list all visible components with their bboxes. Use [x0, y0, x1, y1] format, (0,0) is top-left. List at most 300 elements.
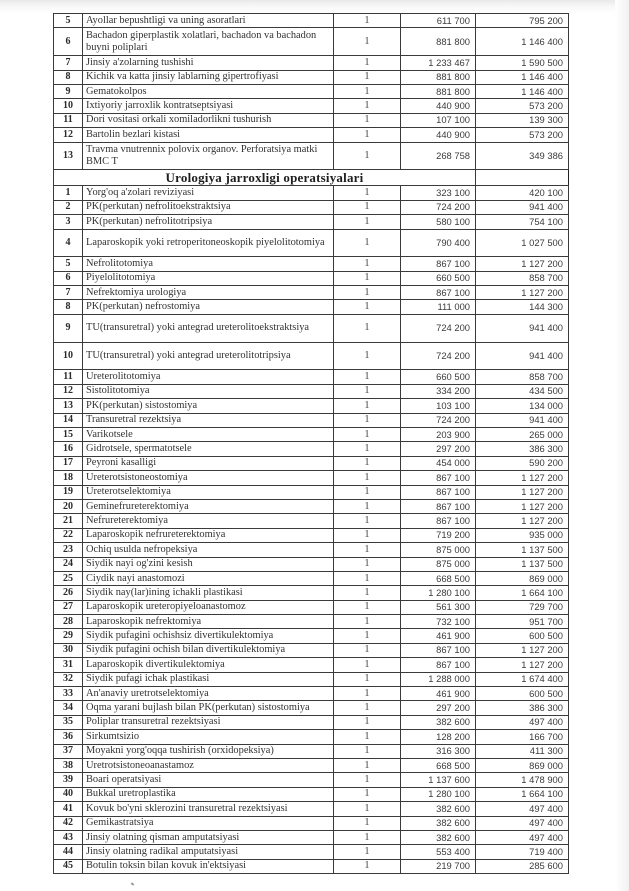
- price-base: 461 900: [401, 687, 476, 701]
- price-total: 573 200: [476, 99, 569, 113]
- procedure-name: Siydik pufagini ochishsiz divertikulektomiya: [83, 629, 334, 643]
- quantity: 1: [334, 687, 401, 701]
- price-base: 128 200: [401, 730, 476, 744]
- procedure-name: TU(transuretral) yoki antegrad ureterolitoekstraktsiya: [83, 314, 334, 342]
- row-number: 45: [54, 859, 83, 873]
- price-total: 1 146 400: [476, 70, 569, 84]
- procedure-name: Ureterolitotomiya: [83, 370, 334, 384]
- price-base: 867 100: [401, 514, 476, 528]
- price-total: 1 664 100: [476, 586, 569, 600]
- table-row: [54, 300, 569, 314]
- table-row: [54, 571, 569, 585]
- price-base: 875 000: [401, 543, 476, 557]
- row-number: 28: [54, 615, 83, 629]
- table-row: [54, 744, 569, 758]
- table-row: [54, 600, 569, 614]
- row-number: 9: [54, 84, 83, 98]
- procedure-name: Gemikastratsiya: [83, 816, 334, 830]
- table-row: [54, 56, 569, 70]
- section-header-row: [54, 170, 569, 186]
- price-total: 1 590 500: [476, 56, 569, 70]
- procedure-name: Laparoskopik nefrektomiya: [83, 615, 334, 629]
- procedure-name: Nefrureterektomiya: [83, 514, 334, 528]
- price-base: 867 100: [401, 471, 476, 485]
- price-base: 219 700: [401, 859, 476, 873]
- quantity: 1: [334, 200, 401, 214]
- procedure-name: Poliplar transuretral rezektsiyasi: [83, 715, 334, 729]
- price-total: 497 400: [476, 715, 569, 729]
- table-row: [54, 186, 569, 200]
- price-base: 316 300: [401, 744, 476, 758]
- urology-section-header: [54, 170, 569, 186]
- quantity: 1: [334, 456, 401, 470]
- row-number: 15: [54, 428, 83, 442]
- table-row: [54, 672, 569, 686]
- price-total: 1 127 200: [476, 643, 569, 657]
- price-total: 134 000: [476, 399, 569, 413]
- price-base: 203 900: [401, 428, 476, 442]
- table-row: [54, 428, 569, 442]
- row-number: 7: [54, 286, 83, 300]
- table-row: [54, 859, 569, 873]
- quantity: 1: [334, 84, 401, 98]
- row-number: 14: [54, 413, 83, 427]
- urology-section-rows: [54, 186, 569, 874]
- procedure-name: Ochiq usulda nefropeksiya: [83, 543, 334, 557]
- price-base: 867 100: [401, 257, 476, 271]
- price-total: 1 146 400: [476, 28, 569, 56]
- table-row: [54, 701, 569, 715]
- row-number: 36: [54, 730, 83, 744]
- price-total: 1 137 500: [476, 543, 569, 557]
- price-total: 941 400: [476, 413, 569, 427]
- price-base: 1 137 600: [401, 773, 476, 787]
- price-total: 1 127 200: [476, 514, 569, 528]
- price-total: 1 127 200: [476, 471, 569, 485]
- procedure-name: Nefrolitotomiya: [83, 257, 334, 271]
- quantity: 1: [334, 759, 401, 773]
- row-number: 39: [54, 773, 83, 787]
- table-row: [54, 528, 569, 542]
- row-number: 41: [54, 802, 83, 816]
- table-row: [54, 557, 569, 571]
- row-number: 13: [54, 142, 83, 170]
- procedure-name: Boari operatsiyasi: [83, 773, 334, 787]
- price-total: 795 200: [476, 14, 569, 28]
- quantity: 1: [334, 428, 401, 442]
- procedure-name: PK(perkutan) sistostomiya: [83, 399, 334, 413]
- price-total: 941 400: [476, 200, 569, 214]
- quantity: 1: [334, 300, 401, 314]
- section-header-empty-cell: [476, 170, 569, 186]
- table-row: [54, 845, 569, 859]
- price-total: 497 400: [476, 816, 569, 830]
- table-row: [54, 257, 569, 271]
- price-base: 1 288 000: [401, 672, 476, 686]
- price-total: 941 400: [476, 314, 569, 342]
- scan-page-edge: [615, 0, 629, 891]
- row-number: 24: [54, 557, 83, 571]
- table-row: [54, 271, 569, 285]
- quantity: 1: [334, 615, 401, 629]
- price-base: 867 100: [401, 286, 476, 300]
- row-number: 27: [54, 600, 83, 614]
- procedure-name: Siydik nay(lar)ining ichakli plastikasi: [83, 586, 334, 600]
- price-total: 590 200: [476, 456, 569, 470]
- quantity: 1: [334, 128, 401, 142]
- price-total: 166 700: [476, 730, 569, 744]
- procedure-name: Piyelolitotomiya: [83, 271, 334, 285]
- procedure-name: Laparoskopik ureteropiyeloanastomoz: [83, 600, 334, 614]
- row-number: 6: [54, 28, 83, 56]
- price-table: [53, 13, 569, 874]
- table-row: [54, 14, 569, 28]
- procedure-name: Bartolin bezlari kistasi: [83, 128, 334, 142]
- row-number: 19: [54, 485, 83, 499]
- table-row: [54, 773, 569, 787]
- price-base: 732 100: [401, 615, 476, 629]
- procedure-name: Ayollar bepushtligi va uning asoratlari: [83, 14, 334, 28]
- procedure-name: Sistolitotomiya: [83, 384, 334, 398]
- price-total: 869 000: [476, 759, 569, 773]
- row-number: 5: [54, 257, 83, 271]
- quantity: 1: [334, 257, 401, 271]
- price-total: 951 700: [476, 615, 569, 629]
- table-row: [54, 658, 569, 672]
- row-number: 40: [54, 787, 83, 801]
- procedure-name: Dori vositasi orkali xomiladorlikni tushurish: [83, 113, 334, 127]
- price-base: 611 700: [401, 14, 476, 28]
- table-row: [54, 586, 569, 600]
- procedure-name: Botulin toksin bilan kovuk in'ektsiyasi: [83, 859, 334, 873]
- procedure-name: Transuretral rezektsiya: [83, 413, 334, 427]
- procedure-name: Yorg'oq a'zolari reviziyasi: [83, 186, 334, 200]
- table-row: [54, 830, 569, 844]
- procedure-name: Siydik pufagini ochish bilan divertikulektomiya: [83, 643, 334, 657]
- price-base: 881 800: [401, 84, 476, 98]
- table-row: [54, 715, 569, 729]
- table-row: [54, 442, 569, 456]
- table-row: [54, 543, 569, 557]
- row-number: 42: [54, 816, 83, 830]
- quantity: 1: [334, 586, 401, 600]
- price-base: 382 600: [401, 830, 476, 844]
- price-total: 1 127 200: [476, 658, 569, 672]
- price-base: 323 100: [401, 186, 476, 200]
- row-number: 29: [54, 629, 83, 643]
- table-row: [54, 615, 569, 629]
- price-total: 386 300: [476, 701, 569, 715]
- price-base: 382 600: [401, 715, 476, 729]
- quantity: 1: [334, 286, 401, 300]
- quantity: 1: [334, 514, 401, 528]
- row-number: 10: [54, 342, 83, 370]
- table-row: [54, 643, 569, 657]
- row-number: 8: [54, 70, 83, 84]
- row-number: 5: [54, 14, 83, 28]
- price-base: 553 400: [401, 845, 476, 859]
- table-row: [54, 142, 569, 170]
- row-number: 44: [54, 845, 83, 859]
- quantity: 1: [334, 643, 401, 657]
- price-base: 1 280 100: [401, 586, 476, 600]
- quantity: 1: [334, 543, 401, 557]
- table-row: [54, 314, 569, 342]
- procedure-name: Gematokolpos: [83, 84, 334, 98]
- procedure-name: Gidrotsele, spermatotsele: [83, 442, 334, 456]
- table-row: [54, 802, 569, 816]
- quantity: 1: [334, 370, 401, 384]
- procedure-name: Oqma yarani bujlash bilan PK(perkutan) sistostomiya: [83, 701, 334, 715]
- price-base: 297 200: [401, 442, 476, 456]
- price-total: 719 400: [476, 845, 569, 859]
- quantity: 1: [334, 99, 401, 113]
- procedure-name: Kovuk bo'yni sklerozini transuretral rezektsiyasi: [83, 802, 334, 816]
- row-number: 9: [54, 314, 83, 342]
- price-total: 497 400: [476, 802, 569, 816]
- procedure-name: PK(perkutan) nefrostomiya: [83, 300, 334, 314]
- price-total: 754 100: [476, 215, 569, 229]
- row-number: 26: [54, 586, 83, 600]
- table-row: [54, 200, 569, 214]
- row-number: 32: [54, 672, 83, 686]
- price-total: 1 674 400: [476, 672, 569, 686]
- quantity: 1: [334, 314, 401, 342]
- price-total: 1 127 200: [476, 286, 569, 300]
- price-base: 382 600: [401, 816, 476, 830]
- quantity: 1: [334, 186, 401, 200]
- price-base: 268 758: [401, 142, 476, 170]
- price-base: 297 200: [401, 701, 476, 715]
- procedure-name: Varikotsele: [83, 428, 334, 442]
- row-number: 33: [54, 687, 83, 701]
- price-total: 1 127 200: [476, 499, 569, 513]
- price-base: 580 100: [401, 215, 476, 229]
- quantity: 1: [334, 715, 401, 729]
- row-number: 10: [54, 99, 83, 113]
- quantity: 1: [334, 271, 401, 285]
- row-number: 1: [54, 186, 83, 200]
- price-total: 1 664 100: [476, 787, 569, 801]
- price-total: 941 400: [476, 342, 569, 370]
- procedure-name: Siydik pufagi ichak plastikasi: [83, 672, 334, 686]
- row-number: 11: [54, 370, 83, 384]
- price-base: 867 100: [401, 499, 476, 513]
- price-total: 434 500: [476, 384, 569, 398]
- table-row: [54, 215, 569, 229]
- row-number: 22: [54, 528, 83, 542]
- row-number: 2: [54, 200, 83, 214]
- table-row: [54, 816, 569, 830]
- table-row: [54, 456, 569, 470]
- row-number: 20: [54, 499, 83, 513]
- procedure-name: An'anaviy uretrotselektomiya: [83, 687, 334, 701]
- price-total: 600 500: [476, 687, 569, 701]
- row-number: 8: [54, 300, 83, 314]
- quantity: 1: [334, 442, 401, 456]
- row-number: 3: [54, 215, 83, 229]
- price-total: 139 300: [476, 113, 569, 127]
- row-number: 17: [54, 456, 83, 470]
- price-total: 386 300: [476, 442, 569, 456]
- quantity: 1: [334, 787, 401, 801]
- price-total: 1 127 200: [476, 485, 569, 499]
- row-number: 31: [54, 658, 83, 672]
- price-total: 265 000: [476, 428, 569, 442]
- price-base: 660 500: [401, 370, 476, 384]
- quantity: 1: [334, 113, 401, 127]
- quantity: 1: [334, 730, 401, 744]
- quantity: 1: [334, 571, 401, 585]
- quantity: 1: [334, 342, 401, 370]
- quantity: 1: [334, 744, 401, 758]
- quantity: 1: [334, 557, 401, 571]
- price-base: 561 300: [401, 600, 476, 614]
- price-total: 411 300: [476, 744, 569, 758]
- price-total: 285 600: [476, 859, 569, 873]
- price-total: 420 100: [476, 186, 569, 200]
- table-row: [54, 70, 569, 84]
- quantity: 1: [334, 28, 401, 56]
- price-base: 875 000: [401, 557, 476, 571]
- quantity: 1: [334, 802, 401, 816]
- quantity: 1: [334, 499, 401, 513]
- procedure-name: Laparoskopik nefrureterektomiya: [83, 528, 334, 542]
- procedure-name: PK(perkutan) nefrolitotripsiya: [83, 215, 334, 229]
- quantity: 1: [334, 773, 401, 787]
- price-base: 454 000: [401, 456, 476, 470]
- procedure-name: TU(transuretral) yoki antegrad ureterolitotripsiya: [83, 342, 334, 370]
- procedure-name: PK(perkutan) nefrolitoekstraktsiya: [83, 200, 334, 214]
- row-number: 25: [54, 571, 83, 585]
- quantity: 1: [334, 859, 401, 873]
- price-total: 573 200: [476, 128, 569, 142]
- quantity: 1: [334, 701, 401, 715]
- quantity: 1: [334, 845, 401, 859]
- price-base: 111 000: [401, 300, 476, 314]
- procedure-name: Moyakni yorg'oqqa tushirish (orxidopeksiya): [83, 744, 334, 758]
- row-number: 7: [54, 56, 83, 70]
- table-row: [54, 128, 569, 142]
- price-base: 1 233 467: [401, 56, 476, 70]
- row-number: 13: [54, 399, 83, 413]
- table-row: [54, 286, 569, 300]
- price-base: 867 100: [401, 485, 476, 499]
- procedure-name: Siydik nayi og'zini kesish: [83, 557, 334, 571]
- table-row: [54, 99, 569, 113]
- price-base: 461 900: [401, 629, 476, 643]
- quantity: 1: [334, 600, 401, 614]
- row-number: 23: [54, 543, 83, 557]
- quantity: 1: [334, 56, 401, 70]
- section-title: Urologiya jarroxligi operatsiyalari: [54, 170, 476, 186]
- price-total: 600 500: [476, 629, 569, 643]
- price-base: 334 200: [401, 384, 476, 398]
- price-base: 724 200: [401, 200, 476, 214]
- price-base: 382 600: [401, 802, 476, 816]
- procedure-name: Sirkumtsizio: [83, 730, 334, 744]
- table-row: [54, 787, 569, 801]
- quantity: 1: [334, 528, 401, 542]
- table-row: [54, 399, 569, 413]
- row-number: 16: [54, 442, 83, 456]
- row-number: 6: [54, 271, 83, 285]
- quantity: 1: [334, 816, 401, 830]
- price-base: 790 400: [401, 229, 476, 257]
- price-base: 724 200: [401, 342, 476, 370]
- quantity: 1: [334, 629, 401, 643]
- table-row: [54, 113, 569, 127]
- row-number: 4: [54, 229, 83, 257]
- procedure-name: Geminefrureterektomiya: [83, 499, 334, 513]
- quantity: 1: [334, 399, 401, 413]
- price-base: 107 100: [401, 113, 476, 127]
- procedure-name: Travma vnutrennix polovix organov. Perforatsiya matki BMC T: [83, 142, 334, 170]
- price-total: 144 300: [476, 300, 569, 314]
- table-row: [54, 759, 569, 773]
- gynecology-section-rows: [54, 14, 569, 170]
- row-number: 35: [54, 715, 83, 729]
- quantity: 1: [334, 658, 401, 672]
- price-total: 497 400: [476, 830, 569, 844]
- quantity: 1: [334, 672, 401, 686]
- scan-speck: [131, 882, 135, 885]
- price-total: 1 137 500: [476, 557, 569, 571]
- price-total: 1 127 200: [476, 257, 569, 271]
- procedure-name: Jinsiy olatning qisman amputatsiyasi: [83, 830, 334, 844]
- price-base: 668 500: [401, 759, 476, 773]
- row-number: 38: [54, 759, 83, 773]
- price-base: 867 100: [401, 643, 476, 657]
- price-base: 724 200: [401, 413, 476, 427]
- row-number: 34: [54, 701, 83, 715]
- table-row: [54, 229, 569, 257]
- price-total: 1 027 500: [476, 229, 569, 257]
- procedure-name: Bukkal uretroplastika: [83, 787, 334, 801]
- row-number: 11: [54, 113, 83, 127]
- quantity: 1: [334, 70, 401, 84]
- table-row: [54, 28, 569, 56]
- procedure-name: Nefrektomiya urologiya: [83, 286, 334, 300]
- quantity: 1: [334, 471, 401, 485]
- row-number: 12: [54, 128, 83, 142]
- procedure-name: Uretrotsistoneoanastamoz: [83, 759, 334, 773]
- price-base: 719 200: [401, 528, 476, 542]
- table-row: [54, 84, 569, 98]
- price-total: 869 000: [476, 571, 569, 585]
- quantity: 1: [334, 485, 401, 499]
- price-base: 724 200: [401, 314, 476, 342]
- procedure-name: Ureterotsistoneostomiya: [83, 471, 334, 485]
- procedure-name: Bachadon giperplastik xolatlari, bachadon va bachadon buyni poliplari: [83, 28, 334, 56]
- row-number: 37: [54, 744, 83, 758]
- procedure-name: Kichik va katta jinsiy lablarning gipertrofiyasi: [83, 70, 334, 84]
- table-row: [54, 687, 569, 701]
- quantity: 1: [334, 384, 401, 398]
- procedure-name: Jinsiy a'zolarning tushishi: [83, 56, 334, 70]
- table-row: [54, 471, 569, 485]
- quantity: 1: [334, 830, 401, 844]
- procedure-name: Laparoskopik yoki retroperitoneoskopik piyelolitotomiya: [83, 229, 334, 257]
- price-total: 349 386: [476, 142, 569, 170]
- table-row: [54, 629, 569, 643]
- row-number: 18: [54, 471, 83, 485]
- quantity: 1: [334, 14, 401, 28]
- price-total: 1 478 900: [476, 773, 569, 787]
- table-row: [54, 413, 569, 427]
- price-total: 729 700: [476, 600, 569, 614]
- price-total: 935 000: [476, 528, 569, 542]
